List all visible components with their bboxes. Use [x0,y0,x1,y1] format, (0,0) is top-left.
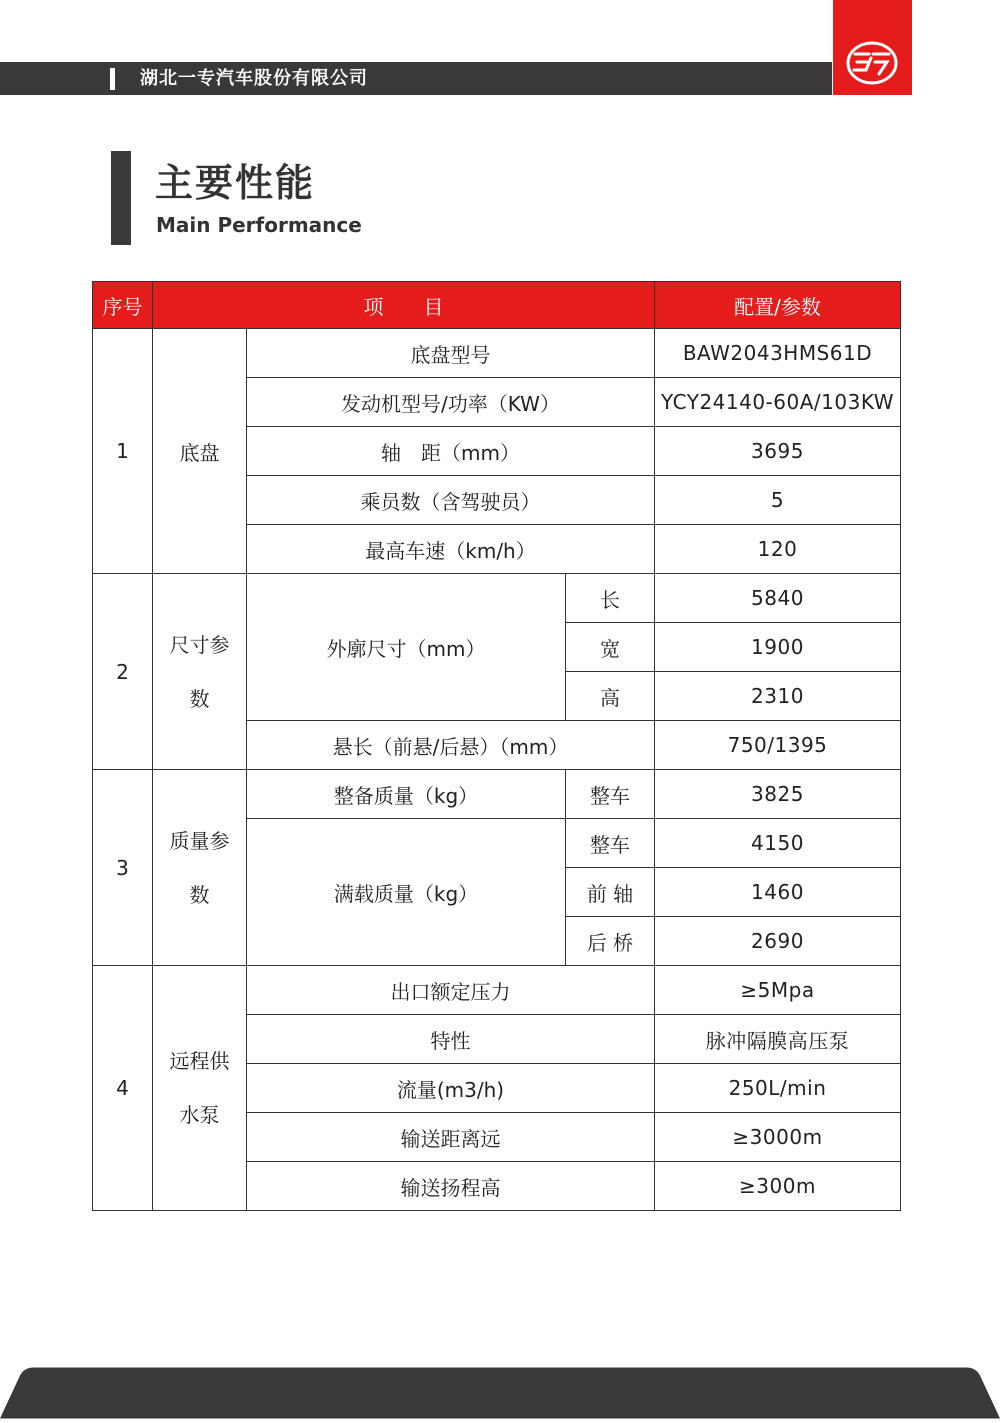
item-sublabel: 整车 [566,819,655,868]
item-value: 120 [655,525,901,574]
item-label: 悬长（前悬/后悬）（mm） [247,721,655,770]
item-value: BAW2043HMS61D [655,329,901,378]
table-row [93,770,901,819]
item-sublabel: 宽 [566,623,655,672]
footer-band [0,1363,1000,1423]
item-value: 250L/min [655,1064,901,1113]
item-value: 脉冲隔膜高压泵 [655,1015,901,1064]
row-number: 3 [93,770,153,966]
item-value: ≥300m [655,1162,901,1211]
table-row [93,966,901,1015]
item-label: 外廓尺寸（mm） [247,574,566,721]
item-sublabel: 长 [566,574,655,623]
row-number: 2 [93,574,153,770]
spec-table [92,281,901,1211]
logo-emblem-icon [845,40,899,86]
item-value: ≥3000m [655,1113,901,1162]
table-row [93,329,901,378]
item-value: 1460 [655,868,901,917]
company-logo [833,0,912,95]
item-label: 输送距离远 [247,1113,655,1162]
item-value: 5 [655,476,901,525]
item-sublabel: 整车 [566,770,655,819]
item-label: 满载质量（kg） [247,819,566,966]
item-sublabel: 前 轴 [566,868,655,917]
item-label: 流量(m3/h) [247,1064,655,1113]
row-number: 1 [93,329,153,574]
row-category [153,966,247,1211]
item-label: 底盘型号 [247,329,655,378]
company-name: 湖北一专汽车股份有限公司 [140,68,368,89]
item-label: 发动机型号/功率（KW） [247,378,655,427]
item-sublabel: 高 [566,672,655,721]
item-value: 3825 [655,770,901,819]
page-subtitle: Main Performance [156,213,362,237]
item-value: YCY24140-60A/103KW [655,378,901,427]
item-label: 乘员数（含驾驶员） [247,476,655,525]
item-label: 特性 [247,1015,655,1064]
header-accent-mark [110,68,115,90]
item-value: 1900 [655,623,901,672]
item-label: 轴 距（mm） [247,427,655,476]
item-value: 4150 [655,819,901,868]
item-sublabel: 后 桥 [566,917,655,966]
item-label: 整备质量（kg） [247,770,566,819]
row-category [153,574,247,770]
row-category: 底盘 [153,329,247,574]
item-value: 3695 [655,427,901,476]
table-row [93,574,901,623]
row-category-text: 质量参数 [169,828,230,907]
row-category-text: 尺寸参数 [169,632,230,711]
item-value: 2310 [655,672,901,721]
table-header-row [93,282,901,329]
item-value: ≥5Mpa [655,966,901,1015]
row-category-text: 远程供水泵 [169,1049,230,1127]
item-label: 输送扬程高 [247,1162,655,1211]
item-value: 2690 [655,917,901,966]
header-bar [0,62,832,95]
item-label: 最高车速（km/h） [247,525,655,574]
row-category [153,770,247,966]
header-seq: 序号 [93,282,153,329]
header-item: 项 目 [153,282,655,329]
header-value: 配置/参数 [655,282,901,329]
row-number: 4 [93,966,153,1211]
item-value: 5840 [655,574,901,623]
page-title: 主要性能 [155,161,316,205]
item-label: 出口额定压力 [247,966,655,1015]
item-value: 750/1395 [655,721,901,770]
title-accent-bar [111,151,131,245]
